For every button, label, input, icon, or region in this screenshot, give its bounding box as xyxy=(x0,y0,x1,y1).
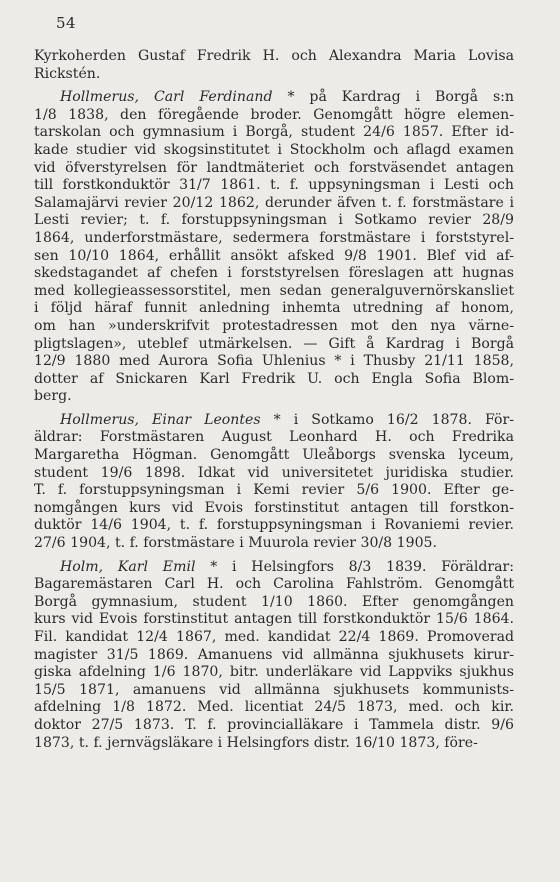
text-line: 1873, t. f. jernvägsläkare i Helsingfors distr. 16/10 1873, före- xyxy=(34,734,478,751)
text-line xyxy=(34,559,514,577)
text-line: afdelning 1/8 1872. Med. licentiat 24/5 1873, med. och kir. xyxy=(34,699,514,716)
text-line: Rickstén. xyxy=(34,65,101,82)
text-line: nomgången kurs vid Evois forstinstitut antagen till forstkon- xyxy=(34,499,514,516)
biography-entry xyxy=(34,48,514,83)
biography-entry xyxy=(34,412,514,553)
text-line: magister 31/5 1869. Amanuens vid allmänna sjukhusets kirur- xyxy=(34,646,514,663)
text-line: duktör 14/6 1904, t. f. forstuppsyningsman i Rovaniemi revier. xyxy=(34,517,514,534)
text-line: kade studier vid skogsinstitutet i Stockholm och aflagd examen xyxy=(34,141,514,158)
text-line: vid öfverstyrelsen för landtmäteriet och forstväsendet antagen xyxy=(34,159,514,176)
person-name: Holm, Karl Emil xyxy=(60,558,196,575)
text-line: doktor 27/5 1873. T. f. provincialläkare i Tammela distr. 9/6 xyxy=(34,716,514,733)
text-line: Borgå gymnasium, student 1/10 1860. Efter genomgången xyxy=(34,593,514,610)
biography-entry xyxy=(34,89,514,406)
text-line: om han »underskrifvit protestadressen mot den nya värne- xyxy=(34,317,514,334)
text-line: berg. xyxy=(34,388,72,405)
biography-entry xyxy=(34,559,514,753)
text-line: Lesti revier; t. f. forstuppsyningsman i Sotkamo revier 28/9 xyxy=(34,212,514,229)
text-line: sen 10/10 1864, erhållit ansökt afsked 9/8 1901. Blef vid af- xyxy=(34,247,514,264)
text-line: Margaretha Högman. Genomgått Uleåborgs svenska lyceum, xyxy=(34,447,514,464)
text-line: 15/5 1871, amanuens vid allmänna sjukhusets kommunists- xyxy=(34,681,514,698)
text-line: äldrar: Forstmästaren August Leonhard H. och Fredrika xyxy=(34,429,514,446)
text-line xyxy=(34,412,514,430)
text-line: till forstkonduktör 31/7 1861. t. f. uppsyningsman i Lesti och xyxy=(34,177,514,194)
text-line: i följd häraf funnit anledning inhemta utredning af honom, xyxy=(34,300,514,317)
text-line: skedstagandet af chefen i forststyrelsen föreslagen att hugnas xyxy=(34,265,514,282)
page-number: 54 xyxy=(56,14,77,32)
text-line: Fil. kandidat 12/4 1867, med. kandidat 22/4 1869. Promoverad xyxy=(34,629,514,645)
text-line: Bagaremästaren Carl H. och Carolina Fahlström. Genomgått xyxy=(34,576,514,593)
text-line: med kollegieassessorstitel, men sedan generalguvernörskansliet xyxy=(34,282,514,299)
text-line: T. f. forstuppsyningsman i Kemi revier 5/6 1900. Efter ge- xyxy=(34,482,514,499)
text-line: 1864, underforstmästare, sedermera forstmästare i forststyrel- xyxy=(34,229,514,246)
text-line xyxy=(34,89,514,107)
line-text: * i Sotkamo 16/2 1878. För- xyxy=(260,411,514,428)
line-text: * i Helsingfors 8/3 1839. Föräldrar: xyxy=(195,558,515,575)
text-line: kurs vid Evois forstinstitut antagen till forstkonduktör 15/6 1864. xyxy=(34,611,514,628)
line-text: * på Kardrag i Borgå s:n xyxy=(272,89,514,106)
page-body xyxy=(34,48,514,758)
person-name: Hollmerus, Carl Ferdinand xyxy=(60,89,273,106)
text-line: pligtslagen», uteblef utmärkelsen. — Gift å Kardrag i Borgå xyxy=(34,335,514,352)
person-name: Hollmerus, Einar Leontes xyxy=(60,411,261,428)
text-line: giska afdelning 1/6 1870, bitr. underläkare vid Lappviks sjukhus xyxy=(34,664,514,681)
text-line: 1/8 1838, den föregående broder. Genomgått högre elemen- xyxy=(34,106,514,123)
text-line: 27/6 1904, t. f. forstmästare i Muurola revier 30/8 1905. xyxy=(34,535,437,552)
text-line: dotter af Snickaren Karl Fredrik U. och Engla Sofia Blom- xyxy=(34,370,514,387)
text-line: student 19/6 1898. Idkat vid universitetet juridiska studier. xyxy=(34,464,514,481)
text-line: tarskolan och gymnasium i Borgå, student 24/6 1857. Efter id- xyxy=(34,124,514,141)
text-line: Kyrkoherden Gustaf Fredrik H. och Alexandra Maria Lovisa xyxy=(34,48,514,64)
text-line: 12/9 1880 med Aurora Sofia Uhlenius * i Thusby 21/11 1858, xyxy=(34,353,514,370)
text-line: Salamajärvi revier 20/12 1862, derunder äfven t. f. forstmästare i xyxy=(34,194,514,211)
